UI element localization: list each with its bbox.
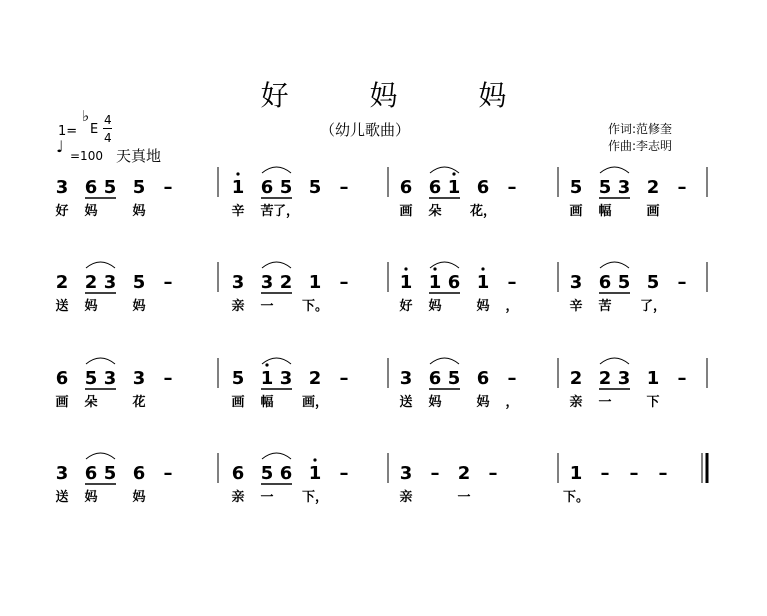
- note-digit: 3: [260, 272, 274, 293]
- note-digit: 6: [476, 368, 490, 389]
- note-digit: 3: [103, 368, 117, 389]
- slur-arc: [600, 167, 629, 173]
- time-signature-bottom: 4: [104, 131, 112, 145]
- lyric-char: 送: [55, 490, 69, 505]
- note-digit: 5: [308, 177, 322, 198]
- note-digit: 3: [55, 463, 69, 484]
- note-digit: 2: [646, 177, 660, 198]
- lyric-char: ，: [505, 299, 519, 314]
- slur-arc: [430, 358, 459, 364]
- slur-arc: [86, 453, 115, 459]
- lyric-char: 亲: [399, 490, 413, 505]
- note-digit: 3: [617, 177, 631, 198]
- note-digit: 2: [279, 272, 293, 293]
- slur-arc: [430, 262, 459, 268]
- dash-mark: –: [507, 272, 517, 293]
- note-digit: 3: [399, 368, 413, 389]
- lyric-char: 画，: [301, 395, 329, 410]
- note-digit: 1: [569, 463, 583, 484]
- lyric-char: 妈: [132, 299, 146, 314]
- note-digit: 2: [84, 272, 98, 293]
- expression-marking: 天真地: [116, 147, 162, 165]
- slur-arc: [262, 453, 291, 459]
- lyric-char: 亲: [569, 395, 583, 410]
- lyric-char: 画: [569, 204, 583, 219]
- lyric-char: 一: [260, 299, 274, 314]
- note-digit: 6: [598, 272, 612, 293]
- note-digit: 5: [103, 463, 117, 484]
- note-digit: 3: [231, 272, 245, 293]
- note-digit: 6: [84, 177, 98, 198]
- slur-arc: [262, 262, 291, 268]
- tempo-value: =100: [70, 149, 103, 163]
- lyric-char: 辛: [231, 204, 245, 219]
- lyric-char: 妈: [428, 299, 442, 314]
- note-digit: 5: [447, 368, 461, 389]
- lyric-char: 朵: [428, 204, 442, 219]
- dash-mark: –: [677, 368, 687, 389]
- dash-mark: –: [339, 177, 349, 198]
- dash-mark: –: [163, 463, 173, 484]
- quarter-note-icon: ♩: [56, 137, 64, 156]
- lyric-char: 妈: [476, 299, 490, 314]
- note-digit: 5: [260, 463, 274, 484]
- octave-dot: [452, 172, 455, 175]
- note-digit: 2: [308, 368, 322, 389]
- lyric-char: 妈: [132, 490, 146, 505]
- song-subtitle: （幼儿歌曲）: [320, 121, 411, 139]
- lyricist-credit: 作词:范修奎: [608, 122, 673, 136]
- dash-mark: –: [658, 463, 668, 484]
- key-letter: E: [90, 122, 99, 137]
- note-digit: 5: [569, 177, 583, 198]
- note-digit: 3: [617, 368, 631, 389]
- dash-mark: –: [600, 463, 610, 484]
- dash-mark: –: [507, 368, 517, 389]
- lyric-char: ，: [505, 395, 519, 410]
- note-digit: 3: [103, 272, 117, 293]
- note-digit: 2: [457, 463, 471, 484]
- octave-dot: [265, 363, 268, 366]
- octave-dot: [481, 267, 484, 270]
- lyric-char: 好: [399, 299, 413, 314]
- slur-arc: [262, 167, 291, 173]
- flat-sign: ♭: [82, 107, 90, 125]
- lyric-char: 下，: [301, 490, 329, 505]
- note-digit: 1: [476, 272, 490, 293]
- note-digit: 5: [617, 272, 631, 293]
- note-digit: 3: [132, 368, 146, 389]
- note-digit: 2: [598, 368, 612, 389]
- lyric-char: 画: [231, 395, 245, 410]
- lyric-char: 妈: [132, 204, 146, 219]
- note-digit: 6: [399, 177, 413, 198]
- note-digit: 5: [132, 272, 146, 293]
- lyric-char: 花: [132, 395, 146, 410]
- lyric-char: 送: [399, 395, 413, 410]
- dash-mark: –: [430, 463, 440, 484]
- slur-arc: [600, 358, 629, 364]
- slur-arc: [86, 262, 115, 268]
- lyric-char: 亲: [231, 299, 245, 314]
- lyric-char: 下: [646, 395, 660, 410]
- note-digit: 3: [55, 177, 69, 198]
- lyric-char: 下。: [562, 490, 590, 505]
- lyric-char: 送: [55, 299, 69, 314]
- note-digit: 5: [279, 177, 293, 198]
- lyric-char: 妈: [84, 204, 98, 219]
- lyric-char: 一: [260, 490, 274, 505]
- note-digit: 6: [279, 463, 293, 484]
- note-digit: 6: [428, 368, 442, 389]
- note-digit: 2: [55, 272, 69, 293]
- dash-mark: –: [488, 463, 498, 484]
- lyric-char: 画: [646, 204, 660, 219]
- lyric-char: 了，: [639, 299, 667, 314]
- note-digit: 6: [447, 272, 461, 293]
- lyric-char: 朵: [84, 395, 98, 410]
- lyric-char: 画: [55, 395, 69, 410]
- dash-mark: –: [163, 368, 173, 389]
- note-digit: 3: [279, 368, 293, 389]
- note-digit: 1: [260, 368, 274, 389]
- note-digit: 1: [428, 272, 442, 293]
- dash-mark: –: [339, 368, 349, 389]
- note-digit: 6: [84, 463, 98, 484]
- lyric-char: 妈: [476, 395, 490, 410]
- lyric-char: 幅: [598, 204, 612, 219]
- note-digit: 1: [646, 368, 660, 389]
- note-digit: 5: [103, 177, 117, 198]
- note-digit: 3: [399, 463, 413, 484]
- dash-mark: –: [163, 177, 173, 198]
- octave-dot: [313, 458, 316, 461]
- note-digit: 5: [598, 177, 612, 198]
- time-signature-top: 4: [104, 113, 112, 127]
- lyric-char: 一: [598, 395, 612, 410]
- slur-arc: [262, 358, 291, 364]
- note-digit: 3: [569, 272, 583, 293]
- note-digit: 2: [569, 368, 583, 389]
- lyric-char: 了，: [272, 204, 300, 219]
- lyric-char: 花，: [469, 204, 497, 219]
- octave-dot: [236, 172, 239, 175]
- composer-credit: 作曲:李志明: [608, 139, 673, 153]
- note-digit: 1: [399, 272, 413, 293]
- note-digit: 6: [231, 463, 245, 484]
- song-title: 好 妈 妈: [260, 79, 543, 112]
- lyric-char: 妈: [84, 490, 98, 505]
- note-digit: 5: [646, 272, 660, 293]
- slur-arc: [430, 167, 459, 173]
- key-prefix: 1=: [58, 124, 78, 139]
- lyric-char: 好: [55, 204, 69, 219]
- note-digit: 5: [231, 368, 245, 389]
- note-digit: 5: [132, 177, 146, 198]
- note-digit: 6: [260, 177, 274, 198]
- dash-mark: –: [339, 463, 349, 484]
- lyric-char: 幅: [260, 395, 274, 410]
- note-digit: 1: [308, 463, 322, 484]
- lyric-char: 一: [457, 490, 471, 505]
- octave-dot: [433, 267, 436, 270]
- lyric-char: 妈: [428, 395, 442, 410]
- note-digit: 5: [84, 368, 98, 389]
- lyric-char: 妈: [84, 299, 98, 314]
- lyric-char: 苦: [260, 204, 274, 219]
- lyric-char: 下。: [301, 299, 329, 314]
- note-digit: 6: [55, 368, 69, 389]
- octave-dot: [404, 267, 407, 270]
- lyric-char: 画: [399, 204, 413, 219]
- lyric-char: 苦: [598, 299, 612, 314]
- dash-mark: –: [163, 272, 173, 293]
- note-digit: 1: [308, 272, 322, 293]
- dash-mark: –: [339, 272, 349, 293]
- lyric-char: 辛: [569, 299, 583, 314]
- dash-mark: –: [629, 463, 639, 484]
- dash-mark: –: [677, 177, 687, 198]
- slur-arc: [600, 262, 629, 268]
- slur-arc: [86, 358, 115, 364]
- dash-mark: –: [677, 272, 687, 293]
- note-digit: 6: [476, 177, 490, 198]
- lyric-char: 亲: [231, 490, 245, 505]
- note-digit: 1: [231, 177, 245, 198]
- note-digit: 6: [132, 463, 146, 484]
- note-digit: 1: [447, 177, 461, 198]
- note-digit: 6: [428, 177, 442, 198]
- dash-mark: –: [507, 177, 517, 198]
